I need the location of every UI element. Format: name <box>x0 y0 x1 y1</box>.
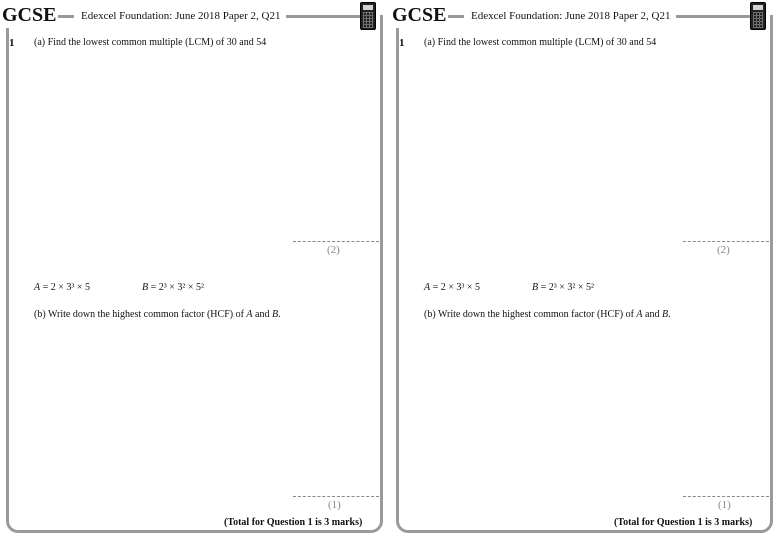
page-border <box>6 15 383 533</box>
part-b-var-a: A <box>246 309 253 320</box>
part-b-var-a: A <box>636 309 643 320</box>
marks-a: (2) <box>327 244 340 256</box>
part-b-end: . <box>668 309 671 320</box>
part-b-text: (b) Write down the highest common factor (HCF) of <box>34 309 247 320</box>
part-b-var-b: B <box>271 309 279 320</box>
answer-line-a[interactable] <box>293 241 379 242</box>
total-marks: (Total for Question 1 is 3 marks) <box>224 517 363 528</box>
answer-line-b[interactable] <box>683 496 769 497</box>
variable-a: A <box>424 282 431 293</box>
question-part-b <box>424 309 671 320</box>
expression-b-value: = 2³ × 3² × 5² <box>148 282 205 293</box>
calculator-icon <box>750 2 766 30</box>
worksheet-right <box>390 0 776 538</box>
marks-b: (1) <box>718 499 731 511</box>
variable-a: A <box>34 282 41 293</box>
expression-b <box>142 282 204 293</box>
brand-title: GCSE <box>2 4 57 26</box>
variable-b: B <box>532 282 539 293</box>
part-b-text: (b) Write down the highest common factor (HCF) of <box>424 309 637 320</box>
variable-b: B <box>142 282 149 293</box>
question-part-a: (a) Find the lowest common multiple (LCM) of 30 and 54 <box>424 37 657 48</box>
answer-line-b[interactable] <box>293 496 379 497</box>
border-segment <box>286 15 366 18</box>
brand-title: GCSE <box>392 4 447 26</box>
question-part-b <box>34 309 281 320</box>
total-marks: (Total for Question 1 is 3 marks) <box>614 517 753 528</box>
part-b-and: and <box>252 309 272 320</box>
border-segment <box>676 15 756 18</box>
question-number: 1 <box>399 37 405 49</box>
part-b-var-b: B <box>661 309 669 320</box>
part-b-end: . <box>278 309 281 320</box>
page-border <box>396 15 773 533</box>
exam-title: Edexcel Foundation: June 2018 Paper 2, Q21 <box>78 9 284 23</box>
question-number: 1 <box>9 37 15 49</box>
marks-a: (2) <box>717 244 730 256</box>
expression-a <box>424 282 480 293</box>
expression-a-value: = 2 × 3³ × 5 <box>40 282 91 293</box>
answer-line-a[interactable] <box>683 241 769 242</box>
worksheet-left <box>0 0 386 538</box>
marks-b: (1) <box>328 499 341 511</box>
expression-b <box>532 282 594 293</box>
exam-title: Edexcel Foundation: June 2018 Paper 2, Q21 <box>468 9 674 23</box>
expression-b-value: = 2³ × 3² × 5² <box>538 282 595 293</box>
expression-a-value: = 2 × 3³ × 5 <box>430 282 481 293</box>
question-part-a: (a) Find the lowest common multiple (LCM) of 30 and 54 <box>34 37 267 48</box>
expression-a <box>34 282 90 293</box>
calculator-icon <box>360 2 376 30</box>
part-b-and: and <box>642 309 662 320</box>
